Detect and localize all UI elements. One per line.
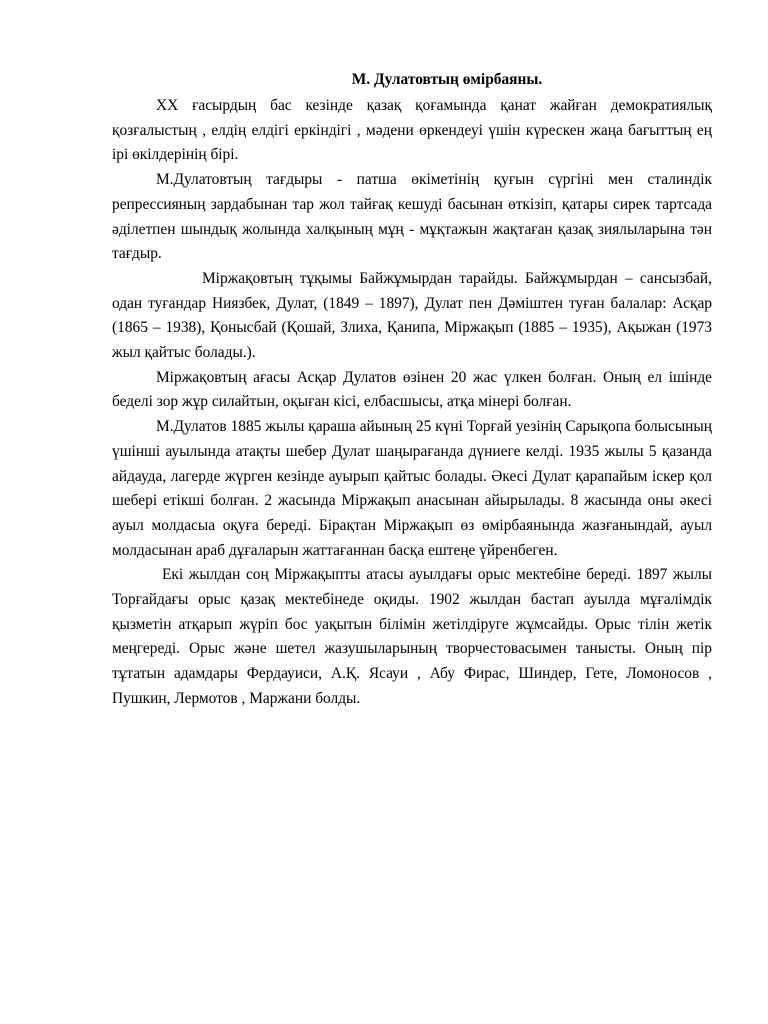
paragraph-birth: М.Дулатов 1885 жылы қараша айының 25 күні Торғай уезінің Сарықопа болысының үшінші ауылында атақты шебер Дулат шаңырағанда дүниеге келді. 1935 жылы 5 қазанда айдауда, лагерде жүрген кезінде ауырып қайтыс болады. Әкесі Дулат қарапайым іскер қол шебері етікші болған. 2 жасында Міржақып анасынан айырылады. 8 жасында оны әкесі ауыл молдасыа оқуға береді. Бірақтан Міржақып өз өмірбаянында жазғанындай, ауыл молдасынан араб дұғаларын жаттағаннан басқа ештеңе үйренбеген.: [112, 418, 712, 559]
document-page: [112, 68, 712, 712]
paragraph-education: Екі жылдан соң Міржақыпты атасы ауылдағы орыс мектебіне береді. 1897 жылы Торғайдағы орыс қазақ мектебінеде оқиды. 1902 жылдан бастап ауылда мұғалімдік қызметін атқарып жүріп бос уақытын білімін жетілдіруге жұмсайды. Орыс тілін жетік меңгереді. Орыс және шетел жазушыларының творчестовасымен танысты. Оның пір тұтатын адамдары Фердауиси, А.Қ. Ясауи , Абу Фирас, Шиндер, Гете, Ломоносов , Пушкин, Лермотов , Маржани болды.: [112, 566, 712, 707]
paragraph-intro: ХХ ғасырдың бас кезінде қазақ қоғамында қанат жайған демократиялық қозғалыстың , елдің елдігі еркіндігі , мәдени өркендеуі үшін күрескен жаңа бағыттың ең ірі өкілдерінің бірі.: [112, 97, 712, 164]
document-title: М. Дулатовтың өмірбаяны.: [351, 71, 543, 88]
paragraph-lineage: Міржақовтың тұқымы Байжұмырдан тарайды. Байжұмырдан – сансызбай, одан туғандар Ниязбек, Дулат, (1849 – 1897), Дулат пен Дәміштен туған балалар: Асқар (1865 – 1938), Қонысбай (Қошай, Злиха, Қанипа, Міржақып (1885 – 1935), Ақыжан (1973 жыл қайтыс болады.).: [112, 269, 712, 362]
paragraph-fate: М.Дулатовтың тағдыры - патша өкіметінің қуғын сүргіні мен сталиндік репрессияның зардабынан тар жол тайғақ кешуді басынан өткізіп, қатары сирек тартсада әділетпен шындық жолында халқының мұң - мұқтажын жақтаған қазақ зиялыларына тән тағдыр.: [112, 171, 712, 263]
paragraph-brother: Міржақовтың ағасы Асқар Дулатов өзінен 20 жас үлкен болған. Оның ел ішінде беделі зор жұр силайтын, оқыған кісі, елбасшысы, атқа мінері болған.: [112, 368, 712, 411]
